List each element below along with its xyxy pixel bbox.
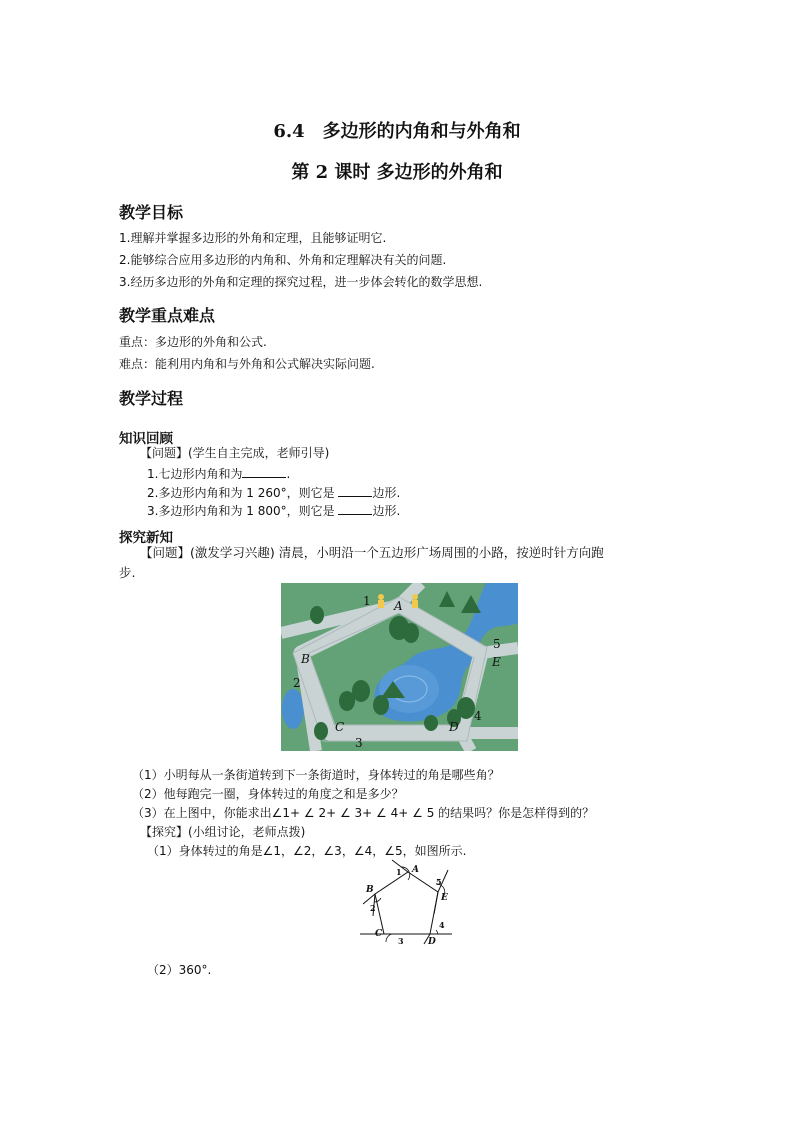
review-item-1-end: . (286, 467, 291, 481)
review-item-3 (147, 502, 400, 519)
map-number-5: 5 (493, 637, 501, 651)
vertex-label-C: C (375, 929, 383, 939)
objective-1: 1.理解并掌握多边形的外角和定理，且能够证明它. (119, 231, 387, 245)
review-item-2-text: 2.多边形内角和为 1 260°，则它是 (147, 486, 339, 500)
map-label-B: B (301, 652, 310, 666)
angle-number-1: 1 (396, 867, 402, 877)
review-item-3-end: 边形. (372, 504, 401, 518)
review-item-2-end: 边形. (372, 486, 401, 500)
vertex-label-B: B (366, 885, 374, 895)
angle-number-4: 4 (439, 920, 445, 930)
lesson-subtitle: 第 2 课时 多边形的外角和 (291, 162, 503, 183)
explore-heading: 探究新知 (119, 530, 173, 546)
small-pond (282, 689, 304, 729)
objective-2: 2.能够综合应用多边形的内角和、外角和定理解决有关的问题. (119, 253, 447, 267)
review-item-1 (147, 465, 290, 482)
answer-1: （1）身体转过的角是∠1，∠2，∠3，∠4，∠5，如图所示. (147, 844, 467, 858)
vertex-label-E: E (441, 893, 448, 903)
inquiry-heading: 【探究】(小组讨论，老师点拨) (140, 825, 306, 839)
lesson-title: 6.4 多边形的内角和与外角和 (273, 121, 521, 142)
map-number-3: 3 (355, 736, 363, 750)
vertex-label-A: A (412, 865, 419, 875)
process-heading: 教学过程 (119, 389, 184, 408)
review-heading: 知识回顾 (119, 431, 173, 447)
answer-2: （2）360°. (147, 963, 212, 977)
map-label-C: C (335, 720, 345, 734)
vertex-label-D: D (428, 937, 436, 947)
map-label-D: D (449, 720, 459, 734)
difficulty-point: 难点：能利用内角和与外角和公式解决实际问题. (119, 357, 375, 371)
objectives-heading: 教学目标 (119, 203, 184, 222)
review-item-1-text: 1.七边形内角和为 (147, 467, 243, 481)
review-item-3-text: 3.多边形内角和为 1 800°，则它是 (147, 504, 339, 518)
angle-number-5: 5 (436, 877, 442, 887)
review-question: 【问题】(学生自主完成，老师引导) (140, 446, 330, 460)
map-label-A: A (394, 599, 403, 613)
answer-blank-1 (242, 465, 286, 478)
pentagon-lines (360, 860, 452, 944)
angle-number-3: 3 (398, 936, 404, 946)
question-2: （2）他每跑完一圈，身体转过的角度之和是多少？ (132, 787, 404, 801)
key-point: 重点：多边形的外角和公式. (119, 335, 267, 349)
map-label-E: E (492, 655, 501, 669)
map-number-2: 2 (293, 676, 301, 690)
angle-arcs (374, 867, 445, 942)
map-number-1: 1 (363, 594, 371, 608)
angle-number-2: 2 (370, 903, 376, 913)
key-points-heading: 教学重点难点 (119, 306, 216, 325)
pentagon-exterior-angle-diagram (360, 858, 460, 948)
answer-blank-2 (338, 484, 372, 497)
square-map-illustration (281, 583, 518, 751)
answer-blank-3 (338, 502, 372, 515)
review-item-2 (147, 484, 400, 501)
map-number-4: 4 (474, 709, 482, 723)
explore-question-line2: 步. (119, 565, 136, 580)
explore-question-line1: 【问题】(激发学习兴趣) 清晨，小明沿一个五边形广场周围的小路，按逆时针方向跑 (140, 545, 604, 560)
question-3: （3）在上图中，你能求出∠1+ ∠ 2+ ∠ 3+ ∠ 4+ ∠ 5 的结果吗？你是怎样得到的？ (132, 806, 595, 820)
objective-3: 3.经历多边形的外角和定理的探究过程，进一步体会转化的数学思想. (119, 275, 483, 289)
question-1: （1）小明每从一条街道转到下一条街道时，身体转过的角是哪些角？ (132, 768, 500, 782)
